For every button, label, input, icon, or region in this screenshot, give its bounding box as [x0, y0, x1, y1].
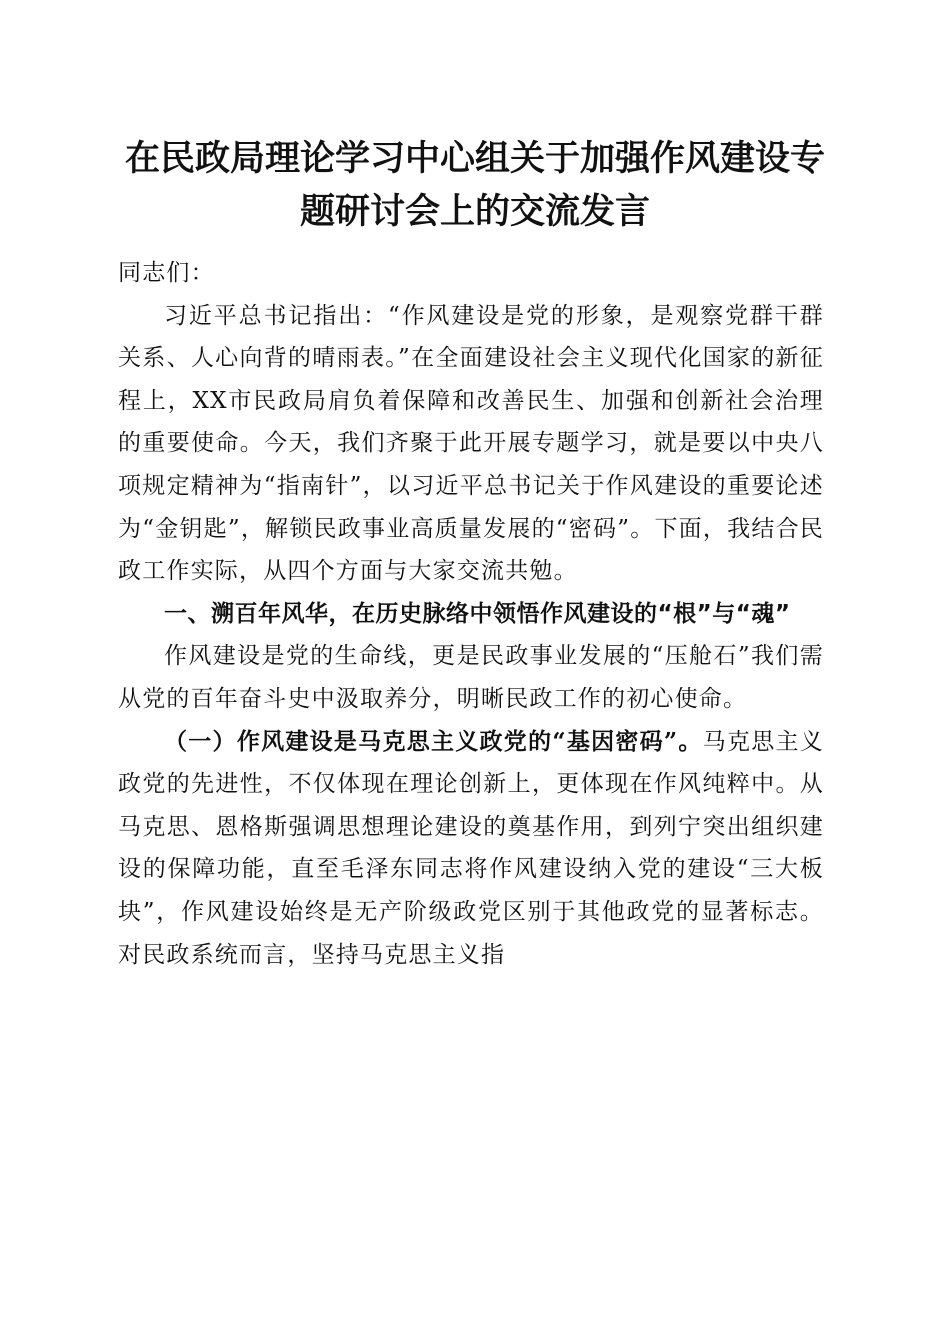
section-1-intro-paragraph: 作风建设是党的生命线，更是民政事业发展的“压舱石”我们需从党的百年奋斗史中汲取养分，明晰民政工作的初心使命。	[118, 643, 824, 712]
salutation: 同志们：	[118, 260, 215, 286]
subsection-1-paragraph	[118, 721, 824, 977]
intro-paragraph: 习近平总书记指出：“作风建设是党的形象，是观察党群干群关系、人心向背的晴雨表。”在全面建设社会主义现代化国家的新征程上，XX市民政局肩负着保障和改善民生、加强和创新社会治理的重要使命。今天，我们齐聚于此开展专题学习，就是要以中央八项规定精神为“指南针”，以习近平总书记关于作风建设的重要论述为“金钥匙”，解锁民政事业高质量发展的“密码”。下面，我结合民政工作实际，从四个方面与大家交流共勉。	[118, 302, 824, 585]
document-title: 在民政局理论学习中心组关于加强作风建设专题研讨会上的交流发言	[124, 138, 825, 232]
document-body	[118, 252, 824, 976]
section-heading-1: 一、溯百年风华，在历史脉络中领悟作风建设的“根”与“魂”	[164, 600, 791, 627]
subsection-1-body: 马克思主义政党的先进性，不仅体现在理论创新上，更体现在作风纯粹中。从马克思、恩格斯强调思想理论建设的奠基作用，到列宁突出组织建设的保障功能，直至毛泽东同志将作风建设纳入党的建设“三大板块”，作风建设始终是无产阶级政党区别于其他政党的显著标志。对民政系统而言，坚持马克思主义指	[118, 728, 825, 968]
subsection-1-lead: （一）作风建设是马克思主义政党的“基因密码”。	[164, 727, 703, 755]
